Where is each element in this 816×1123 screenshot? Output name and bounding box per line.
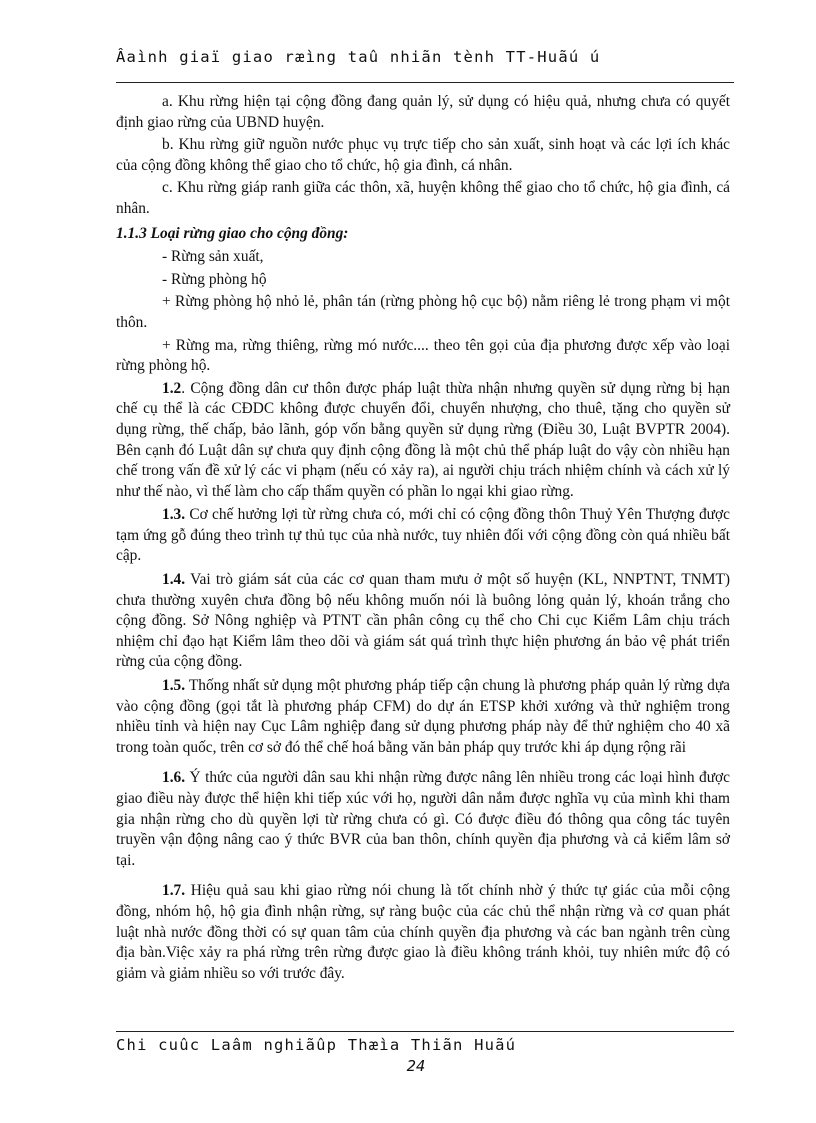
document-body: [116, 92, 730, 987]
forest-type-sacred: + Rừng ma, rừng thiêng, rừng mó nước.... theo tên gọi của địa phương được xếp vào loại rừng phòng hộ.: [116, 336, 730, 375]
section-text: Hiệu quả sau khi giao rừng nói chung là tốt chính nhờ ý thức tự giác của mỗi cộng đồng, nhóm hộ, hộ gia đình nhận rừng, sự ràng buộc của các chủ thể nhận rừng và cơ quan phát luật nhà nước đồng thời có sự quan tâm của chính quyền địa phương và các ban ngành trên cùng địa bàn.Việc xảy ra phá rừng trên rừng được giao là điều không tránh khỏi, tuy nhiên mức độ có giảm và giảm nhiều so với trước đây.: [116, 882, 730, 982]
forest-type-protection: - Rừng phòng hộ: [162, 270, 267, 288]
section-1-3: [116, 505, 730, 567]
section-1-6: [116, 768, 730, 871]
section-number: 1.7.: [162, 882, 186, 900]
section-number: 1.5.: [162, 677, 186, 695]
section-1-2: 1.2. Cộng đồng dân cư thôn được pháp luật thừa nhận nhưng quyền sử dụng rừng bị hạn chế cụ thể là các CĐDC không được chuyển đổi, chuyển nhượng, cho thuê, tặng cho quyền sử dụng rừng, thế chấp, bảo lãnh, góp vốn bằng quyền sử dụng rừng (Điều 30, Luật BVPTR 2004). Bên cạnh đó Luật dân sự chưa quy định cộng đồng là một chủ thể pháp luật do vậy còn nhiều hạn chế trong vấn đề xử lý các vi phạm (nếu có xảy ra), ai người chịu trách nhiệm chính và cách xử lý như thế nào, vì thế làm cho cấp thẩm quyền có phần lo ngại khi giao rừng.: [116, 379, 730, 500]
section-1-5: [116, 676, 730, 758]
section-text: Cộng đồng dân cư thôn được pháp luật thừa nhận nhưng quyền sử dụng rừng bị hạn chế cụ thể là các CĐDC không được chuyển đổi, chuyển nhượng, cho thuê, tặng cho quyền sử dụng rừng, thế chấp, bảo lãnh, góp vốn bằng quyền sử dụng rừng (Điều 30, Luật BVPTR 2004). Bên cạnh đó Luật dân sự chưa quy định cộng đồng là một chủ thể pháp luật do vậy còn nhiều hạn chế trong vấn đề xử lý các vi phạm (nếu có xảy ra), ai người chịu trách nhiệm chính và cách xử lý như thế nào, vì thế làm cho cấp thẩm quyền có phần lo ngại khi giao rừng.: [116, 379, 730, 500]
running-header: Âaình giaï giao ræìng taû nhiãn tènh TT-Huãú ú: [116, 48, 601, 66]
list-item-b: b. Khu rừng giữ nguồn nước phục vụ trực tiếp cho sản xuất, sinh hoạt và các lợi ích khác của cộng đồng không thể giao cho tổ chức, hộ gia đình, cá nhân.: [116, 136, 730, 174]
forest-type-local-protection: + Rừng phòng hộ nhỏ lẻ, phân tán (rừng phòng hộ cục bộ) nằm riêng lẻ trong phạm vi một thôn.: [116, 293, 730, 331]
section-text: Vai trò giám sát của các cơ quan tham mưu ở một số huyện (KL, NNPTNT, TNMT) chưa thường xuyên chưa đồng bộ nếu không muốn nói là buông lỏng quản lý, khoán trắng cho cộng đồng. Sở Nông nghiệp và PTNT cần phân công cụ thể cho Chi cục Kiểm Lâm chịu trách nhiệm chỉ đạo hạt Kiểm lâm theo dõi và giám sát quá trình thực hiện phương án bảo vệ phát triển rừng của cộng đồng.: [116, 571, 730, 671]
list-item-a: a. Khu rừng hiện tại cộng đồng đang quản lý, sử dụng có hiệu quả, nhưng chưa có quyết định giao rừng của UBND huyện.: [116, 93, 730, 131]
section-heading: 1.1.3 Loại rừng giao cho cộng đồng:: [116, 224, 349, 242]
forest-type-production: - Rừng sản xuất,: [162, 248, 264, 266]
section-text: Thống nhất sử dụng một phương pháp tiếp cận chung là phương pháp quản lý rừng dựa vào cộng đồng (gọi tắt là phương pháp CFM) do dự án ETSP khởi xướng và thử nghiệm trong nhiều tỉnh và hiện nay Cục Lâm nghiệp đang sử dụng phương pháp này để thử nghiệm cho 40 xã trong toàn quốc, trên cơ sở đó thể chế hoá bằng văn bản pháp quy trước khi áp dụng rộng rãi: [116, 677, 730, 756]
section-number: 1.4.: [162, 571, 186, 589]
list-item-c: c. Khu rừng giáp ranh giữa các thôn, xã, huyện không thể giao cho tổ chức, hộ gia đình, cá nhân.: [116, 179, 730, 217]
section-1-7: [116, 881, 730, 984]
footer-rule: [116, 1031, 734, 1032]
header-rule: [116, 82, 734, 83]
page-number: 24: [406, 1057, 426, 1075]
section-number: 1.6.: [162, 769, 186, 787]
section-number: 1.2: [162, 379, 182, 397]
section-number: 1.3.: [162, 506, 186, 524]
section-1-4: [116, 570, 730, 673]
section-text: Ý thức của người dân sau khi nhận rừng được nâng lên nhiều trong các loại hình được giao điều này được thể hiện khi tiếp xúc với họ, người dân nắm được nghĩa vụ của mình khi tham gia nhận rừng cho dù quyền lợi từ rừng chưa có gì. Có được điều đó thông qua công tác tuyên truyền vận động nâng cao ý thức BVR của ban thôn, chính quyền địa phương và cả kiểm lâm sở tại.: [116, 769, 730, 869]
running-footer: Chi cuûc Laâm nghiãûp Thæìa Thiãn Huãú: [116, 1036, 517, 1054]
section-text: Cơ chế hưởng lợi từ rừng chưa có, mới chỉ có cộng đồng thôn Thuỷ Yên Thượng được tạm ứng gỗ đúng theo trình tự thủ tục của nhà nước, tuy nhiên đối với cộng đồng còn quá nhiều bất cập.: [116, 506, 730, 565]
